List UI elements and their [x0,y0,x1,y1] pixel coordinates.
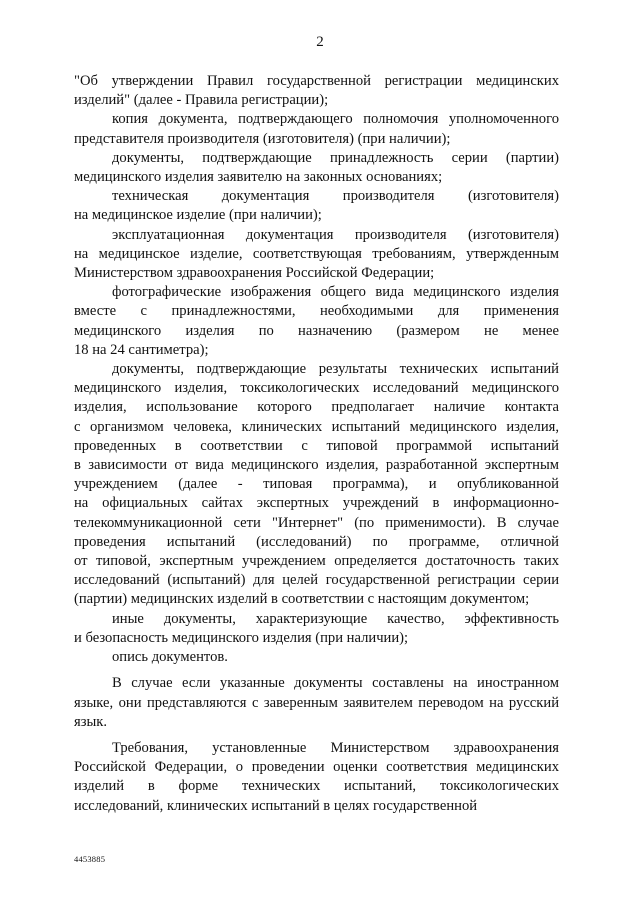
paragraph [74,610,559,648]
text-line: в зависимости от вида медицинского изделия, разработанной экспертным [74,457,559,474]
text-line: исследований (испытаний) для целей государственной регистрации серии [74,572,559,589]
text-line: документы, подтверждающие принадлежность серии (партии) [112,149,559,166]
text-line: опись документов. [112,649,228,666]
text-line: 18 на 24 сантиметра); [74,341,209,358]
text-line: копия документа, подтверждающего полномочия уполномоченного [112,111,559,128]
text-line: на медицинское изделие (при наличии); [74,207,322,224]
text-line: фотографические изображения общего вида медицинского изделия [112,284,559,301]
page-number: 2 [316,34,324,50]
text-line: Российской Федерации, о проведении оценки соответствия медицинских [74,759,559,776]
text-line: изделия, использование которого предполагает наличие контакта [74,399,559,416]
text-line: язык. [74,713,108,730]
text-line: техническая документация производителя (изготовителя) [112,188,559,205]
text-line: Требования, установленные Министерством здравоохранения [112,739,559,756]
text-line: изделий" (далее - Правила регистрации); [74,92,329,109]
text-line: вместе с принадлежностями, необходимыми для применения [74,303,559,320]
text-line: от типовой, экспертным учреждением определяется достаточность таких [74,553,559,570]
text-line: проведенных в соответствии с типовой программой испытаний [74,437,559,454]
paragraph [74,149,559,187]
text-line: изделий в форме технических испытаний, токсикологических [74,778,559,795]
text-line: "Об утверждении Правил государственной регистрации медицинских [74,73,559,89]
text-line: учреждением (далее - типовая программа), и опубликованной [74,476,559,493]
paragraph [74,110,559,148]
text-line: медицинского изделия по назначению (размером не менее [74,322,559,339]
text-line: иные документы, характеризующие качество, эффективность [112,610,559,627]
paragraph [74,648,559,667]
text-line: Министерством здравоохранения Российской Федерации; [74,265,435,282]
text-line: (партии) медицинских изделий в соответствии с настоящим документом; [74,591,530,608]
document-body [74,72,559,816]
paragraph [74,360,559,610]
text-line: медицинского изделия, токсикологических исследований медицинского [74,380,559,397]
text-line: на официальных сайтах экспертных учреждений в информационно- [74,495,559,512]
text-line: исследований, клинических испытаний в целях государственной [74,797,478,814]
text-line: телекоммуникационной сети "Интернет" (по применимости). В случае [74,514,559,531]
paragraph [74,674,559,732]
text-line: представителя производителя (изготовителя) (при наличии); [74,130,451,147]
text-line: медицинского изделия заявителю на законных основаниях; [74,169,443,186]
paragraph [74,739,559,816]
text-line: В случае если указанные документы составлены на иностранном [112,675,559,692]
text-line: на медицинское изделие, соответствующая требованиям, утвержденным [74,245,559,262]
paragraph [74,283,559,360]
text-line: документы, подтверждающие результаты технических испытаний [112,361,559,378]
text-line: и безопасность медицинского изделия (при наличии); [74,629,409,646]
paragraph [74,226,559,284]
text-line: языке, они представляются с заверенным заявителем переводом на русский [74,694,559,711]
document-code: 4453885 [74,854,106,864]
text-line: с организмом человека, клинических испытаний медицинского изделия, [74,418,559,435]
paragraph [74,187,559,225]
paragraph [74,72,559,110]
text-line: эксплуатационная документация производителя (изготовителя) [112,226,559,243]
text-line: проведения испытаний (исследований) по программе, отличной [74,533,559,550]
